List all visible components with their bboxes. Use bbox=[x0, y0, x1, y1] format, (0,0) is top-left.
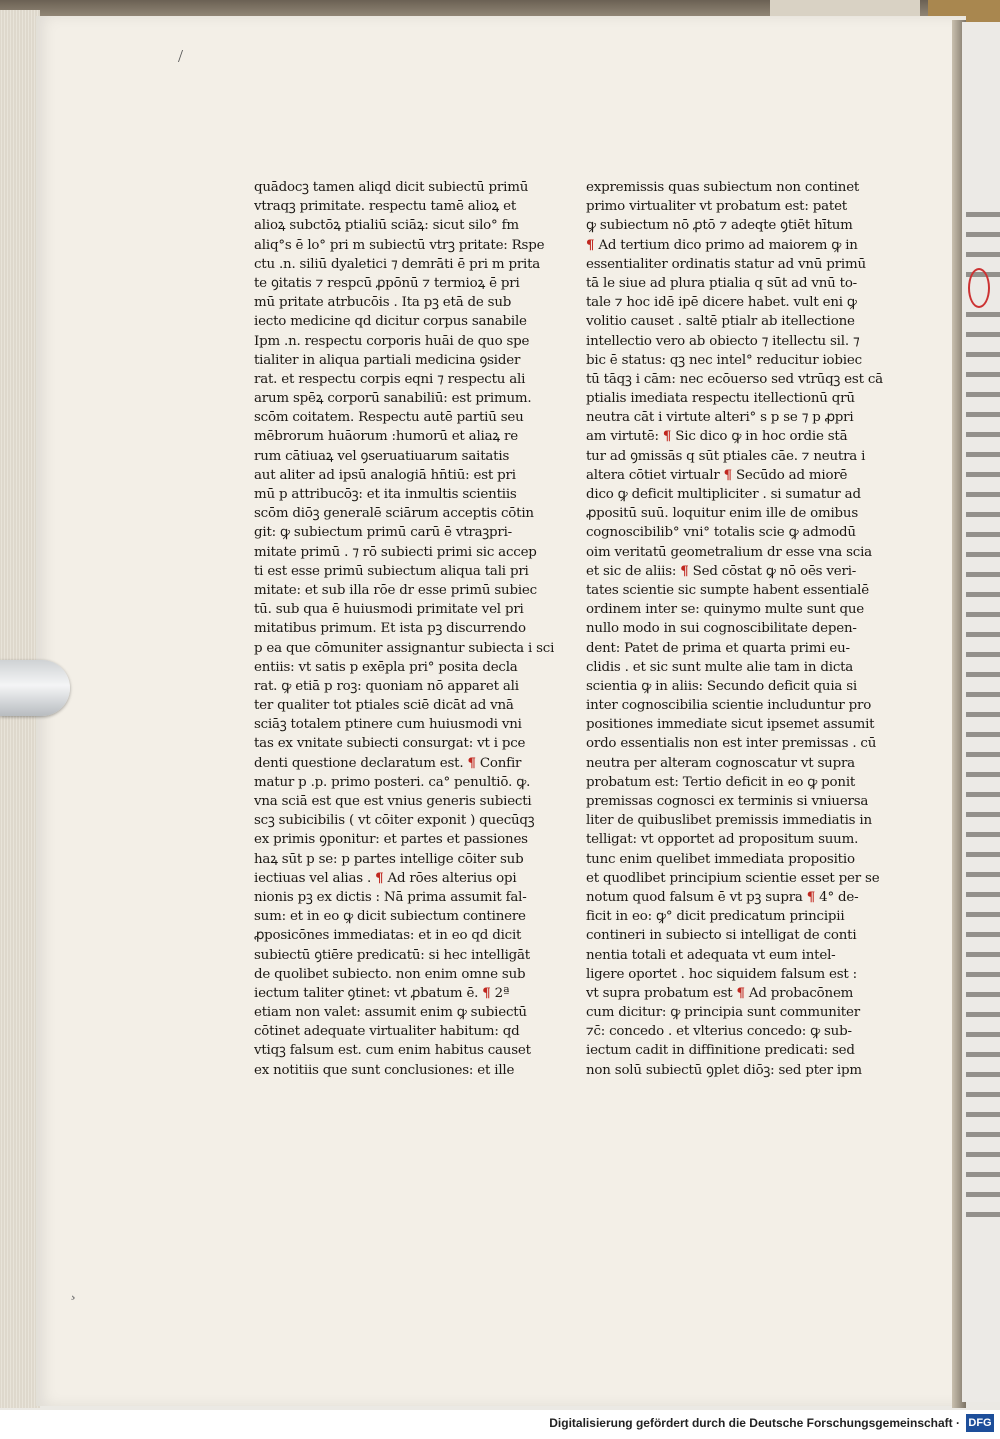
right-column-text-line: tunc enim quelibet immediata propositio bbox=[586, 851, 855, 867]
facing-page-rubric-mark bbox=[968, 268, 990, 308]
left-column-text-line: rum cātiuaꝝ vel ꝯseruatiuarum saitatis bbox=[254, 448, 510, 464]
left-column-text-line: de quolibet subiecto. non enim omne sub bbox=[254, 966, 526, 982]
right-column-text-line: neutra cāt i virtute alteri° s p se ⁊ p ꝓpri bbox=[586, 410, 854, 426]
right-column-text-line: et sic de aliis: ¶ Sed cōstat ꝙ nō oēs veri- bbox=[586, 562, 857, 579]
footer-bar bbox=[0, 1410, 1000, 1439]
right-column-text-line: tū tāqꝫ i cām: nec ecōuerso sed vtrūqꝫ est cā bbox=[586, 371, 883, 387]
right-column-text-line: tates scientie sic sumpte habent essentialē bbox=[586, 582, 869, 598]
text-column-right bbox=[586, 178, 891, 1080]
left-column-text-line: aut aliter ad ipsū analogiā hn̄tiū: est pri bbox=[254, 467, 516, 483]
left-column-text-line: tū. sub qua ē huiusmodi primitate vel pri bbox=[254, 602, 524, 618]
left-column-text-line: subiectū ꝯtiēre predicatū: si hec intelligāt bbox=[254, 947, 530, 963]
right-column-text-line: non solū subiectū ꝯplet diōꝫ: sed pter ipm bbox=[586, 1062, 862, 1078]
left-column-text-line: mitate primū . ⁊ rō subiecti primi sic accep bbox=[254, 544, 537, 560]
right-column-text-line: tā le siue ad plura ptialia q sūt ad vnū to- bbox=[586, 275, 858, 291]
right-column-text-line: nullo modo in sui cognoscibilitate depen- bbox=[586, 621, 857, 637]
right-column-text-line: oim veritatū geometralium dr esse vna scia bbox=[586, 544, 872, 560]
right-column-text-line: ꝙ subiectum nō ꝓtō ⁊ adeqte ꝯtiēt hītum bbox=[586, 218, 853, 234]
right-column-text-line: et quodlibet principium scientie esset per se bbox=[586, 870, 880, 886]
right-column-text-line: ficit in eo: ꝙ° dicit predicatum principii bbox=[586, 909, 845, 925]
rubric-pilcrow: ¶ bbox=[723, 466, 732, 483]
rubric-pilcrow: ¶ bbox=[375, 869, 384, 886]
left-column-text-line: scōm diōꝫ generalē sciārum acceptis cōtin bbox=[254, 506, 534, 522]
left-column-text-line: denti questione declaratum est. ¶ Confir bbox=[254, 754, 522, 771]
right-column-text-line: ꝓpositū suū. loquitur enim ille de omibus bbox=[586, 506, 859, 522]
right-column-text-line: positiones immediate sicut ipsemet assumit bbox=[586, 717, 875, 733]
right-column-text-line: volitio causet . saltē ptialr ab itellectione bbox=[586, 314, 855, 330]
left-column-text-line: mū p attribucōꝫ: et ita inmultis scientiis bbox=[254, 487, 517, 502]
rubric-pilcrow: ¶ bbox=[467, 754, 476, 771]
rubric-pilcrow: ¶ bbox=[736, 984, 745, 1001]
right-column-text-line: expremissis quas subiectum non continet bbox=[586, 180, 860, 195]
rubric-pilcrow: ¶ bbox=[806, 888, 816, 905]
text-column-left bbox=[254, 178, 554, 1080]
right-column-text-line: cognoscibilib° vni° totalis scie ꝙ admodū bbox=[586, 525, 856, 541]
right-column-text-line: clidis . et sic sunt multe alie tam in dicta bbox=[586, 659, 854, 675]
left-column-text-line: sciāꝫ totalem ptinere cum huiusmodi vni bbox=[254, 717, 522, 733]
page-pencil-mark: / bbox=[178, 46, 184, 66]
right-column-text-line: dent: Patet de prima et quarta primi eu- bbox=[586, 640, 850, 656]
left-column-text-line: p ea que cōmuniter assignantur subiecta i sci bbox=[254, 640, 554, 656]
right-column-text-line: contineri in subiecto si intelligat de conti bbox=[586, 928, 857, 944]
right-column-text-line: inter cognoscibilia scientie includuntur pro bbox=[586, 698, 872, 714]
left-column-text-line: vtraqꝫ primitate. respectu tamē alioꝝ et bbox=[254, 199, 517, 215]
right-column-text-line: neutra per alteram cognoscatur vt supra bbox=[586, 755, 855, 771]
left-column-text-line: rat. ꝙ etiā p roꝫ: quoniam nō apparet ali bbox=[254, 678, 519, 694]
left-column-text-line: Ipm .n. respectu corporis huāi de quo spe bbox=[254, 333, 530, 349]
left-column-text-line: nionis pꝫ ex dictis : Nā prima assumit fal- bbox=[254, 889, 527, 905]
right-column-text-line: probatum est: Tertio deficit in eo ꝙ ponit bbox=[586, 774, 856, 790]
dfg-logo: DFG bbox=[966, 1414, 994, 1432]
left-column-text-line: entiis: vt satis p exēpla pri° posita decla bbox=[254, 659, 518, 675]
left-column-text-line: tialiter in aliqua partiali medicina ꝯsider bbox=[254, 352, 521, 368]
left-column-text-line: ꝓposicōnes immediatas: et in eo qd dicit bbox=[254, 928, 522, 944]
right-column-text-line: primo virtualiter vt probatum est: patet bbox=[586, 199, 847, 215]
left-column-text-line: tas ex vnitate subiecti consurgat: vt i pce bbox=[254, 736, 526, 752]
facing-page-edge bbox=[962, 22, 1000, 1402]
left-column-text-line: scꝫ subicibilis ( vt cōiter exponit ) quecūqꝫ bbox=[254, 813, 535, 829]
right-column-text-line: intellectio vero ab obiecto ⁊ itellectu sil. ⁊ bbox=[586, 333, 860, 349]
right-column-text-line: dico ꝙ deficit multipliciter . si sumatur ad bbox=[586, 487, 861, 502]
left-column-text-line: rat. et respectu corpis eqni ⁊ respectu ali bbox=[254, 371, 526, 387]
page-pencil-mark-bottom: ¸ bbox=[70, 1280, 76, 1300]
right-column-text-line: tur ad ꝯmissās q sūt ptiales cāe. ⁊ neutra i bbox=[586, 448, 866, 464]
left-column-text-line: scōm coitatem. Respectu autē partiū seu bbox=[254, 410, 524, 426]
left-column-text-line: iectum taliter ꝯtinet: vt ꝓbatum ē. ¶ 2ª bbox=[254, 984, 510, 1001]
left-column-text-line: matur p .p. primo posteri. ca° penultiō. ꝙ. bbox=[254, 774, 531, 790]
right-column-text-line: scientia ꝙ in aliis: Secundo deficit quia si bbox=[586, 678, 858, 694]
right-column-text-line: ordo essentialis non est inter premissas . cū bbox=[586, 736, 877, 752]
left-column-text-line: mū pritate atrbucōis . Ita pꝫ etā de sub bbox=[254, 295, 512, 311]
left-column-text-line: quādocꝫ tamen aliqd dicit subiectū primū bbox=[254, 180, 529, 195]
left-column-text-line: git: ꝙ subiectum primū carū ē vtraꝫpri- bbox=[254, 525, 512, 541]
left-column-text-line: ex notitiis que sunt conclusiones: et ille bbox=[254, 1062, 515, 1078]
left-column-text-line: cōtinet adequate virtualiter habitum: qd bbox=[254, 1024, 520, 1040]
right-column-text-line: ligere oportet . hoc siquidem falsum est : bbox=[586, 966, 857, 982]
right-column-text-line: notum quod falsum ē vt pꝫ supra ¶ 4° de- bbox=[586, 888, 859, 905]
left-column-text-line: mitatibus primum. Et ista pꝫ discurrendo bbox=[254, 621, 526, 637]
left-column-text-line: iecto medicine qd dicitur corpus sanabile bbox=[254, 314, 527, 330]
left-column-text-line: alioꝝ subctōꝝ ptialiū sciāꝝ: sicut silo° fm bbox=[254, 218, 519, 234]
right-column-text-line: nentia totali et adequata vt eum intel- bbox=[586, 947, 836, 963]
left-column-text-line: arum spēꝝ corporū sanabiliū: est primum. bbox=[254, 391, 532, 407]
left-column-text-line: mitate: et sub illa rōe dr esse primū subiec bbox=[254, 582, 537, 598]
right-column-text-line: altera cōtiet virtualr ¶ Secūdo ad miorē bbox=[586, 466, 848, 483]
left-column-text-line: sum: et in eo ꝙ dicit subiectum continere bbox=[254, 909, 526, 925]
right-column-text-line: essentialiter ordinatis statur ad vnū primū bbox=[586, 256, 866, 272]
left-column-text-line: etiam non valet: assumit enim ꝙ subiectū bbox=[254, 1005, 527, 1021]
left-column-text-line: ti est esse primū subiectum aliqua tali pri bbox=[254, 563, 529, 579]
right-column-text-line: premissas cognosci ex terminis si vniuersa bbox=[586, 794, 869, 809]
right-column-text-line: liter de quibuslibet premissis immediatis in bbox=[586, 813, 872, 829]
funding-notice: Digitalisierung gefördert durch die Deutsche Forschungsgemeinschaft · bbox=[549, 1416, 960, 1430]
left-column-text-line: ex primis ꝯponitur: et partes et passiones bbox=[254, 832, 528, 848]
right-column-text-line: bic ē status: qꝫ nec intel° reducitur iobiec bbox=[586, 352, 862, 368]
right-column-text-line: tale ⁊ hoc idē ipē dicere habet. vult eni ꝙ bbox=[586, 295, 857, 311]
left-column-text-line: vtiqꝫ falsum est. cum enim habitus causet bbox=[254, 1043, 531, 1059]
right-column-text-line: ptialis imediata respectu itellectionū qrū bbox=[586, 391, 855, 407]
right-column-text-line: ordinem inter se: quinymo multe sunt que bbox=[586, 602, 864, 618]
right-column-text-line: vt supra probatum est ¶ Ad probacōnem bbox=[586, 984, 854, 1001]
right-column-text-line: telligat: vt opportet ad propositum suum. bbox=[586, 832, 859, 848]
left-column-text-line: ter qualiter tot ptiales sciē dicāt ad vnā bbox=[254, 698, 514, 714]
rubric-pilcrow: ¶ bbox=[482, 984, 491, 1001]
left-column-text-line: vna sciā est que est vnius generis subiecti bbox=[254, 794, 532, 809]
right-column-text-line: cum dicitur: ꝙ principia sunt communiter bbox=[586, 1005, 860, 1021]
left-column-text-line: mēbrorum huāorum :humorū et aliaꝝ re bbox=[254, 429, 518, 445]
right-column-text-line: am virtutē: ¶ Sic dico ꝙ in hoc ordie stā bbox=[586, 428, 848, 445]
left-column-text-line: ctu .n. siliū dyaletici ⁊ demrāti ē pri m prita bbox=[254, 256, 541, 272]
page-clip bbox=[0, 660, 70, 716]
right-column-text-line: ⁊c̄: concedo . et vlterius concedo: ꝙ sub- bbox=[586, 1024, 852, 1040]
right-column-text-line: iectum cadit in diffinitione predicati: sed bbox=[586, 1043, 855, 1059]
left-column-text-line: te ꝯitatis ⁊ respcū ꝓpōnū ⁊ termioꝝ ē pri bbox=[254, 275, 520, 291]
right-column-text-line: ¶ Ad tertium dico primo ad maiorem ꝙ in bbox=[586, 236, 858, 253]
left-column-text-line: iectiuas vel alias . ¶ Ad rōes alterius opi bbox=[254, 869, 517, 886]
rubric-pilcrow: ¶ bbox=[662, 428, 672, 445]
rubric-pilcrow: ¶ bbox=[586, 236, 595, 253]
left-column-text-line: aliq°s ē lo° pri m subiectū vtrꝫ pritate: Rspe bbox=[254, 237, 545, 253]
rubric-pilcrow: ¶ bbox=[680, 562, 689, 579]
left-column-text-line: haꝝ sūt p se: p partes intellige cōiter sub bbox=[254, 851, 524, 867]
